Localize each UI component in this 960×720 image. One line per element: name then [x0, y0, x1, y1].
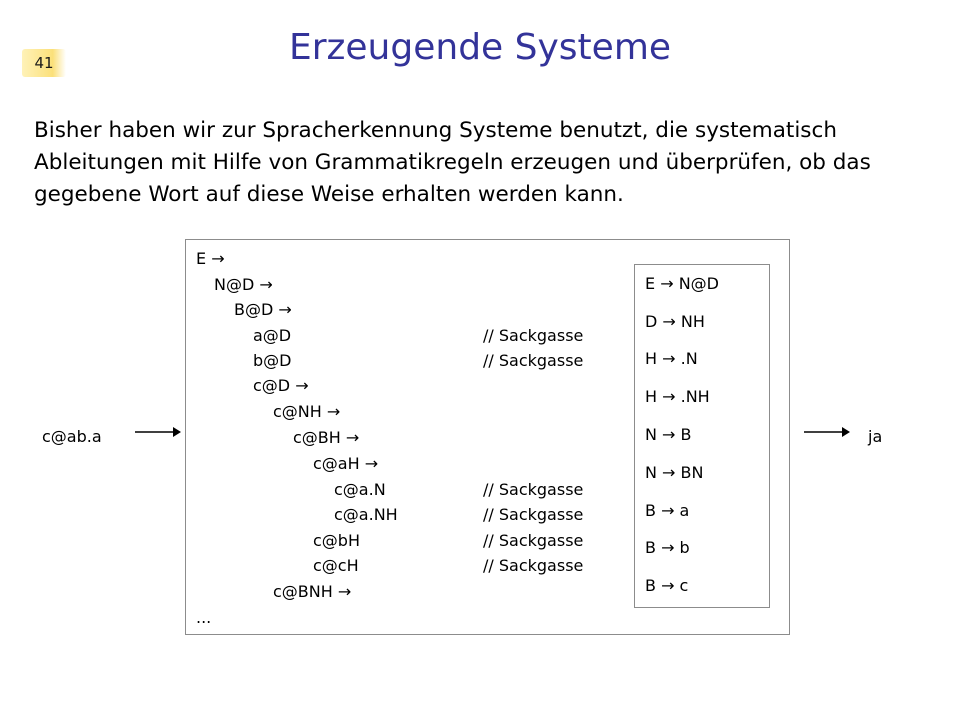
derivation-line: N@D → — [214, 275, 273, 294]
derivation-line: c@D → — [253, 376, 309, 395]
intro-paragraph: Bisher haben wir zur Spracherkennung Systeme benutzt, die systematisch Ableitungen mit Hilfe von Grammatikregeln erzeugen und überprüfen, ob das gegebene Wort auf diese Weise erhalten werden kann. — [34, 118, 871, 207]
derivation-line: c@cH — [313, 556, 359, 575]
derivation-line: c@a.NH — [334, 505, 398, 524]
input-word: c@ab.a — [42, 427, 102, 446]
derivation-line: b@D — [253, 351, 292, 370]
derivation-line: c@bH — [313, 531, 360, 550]
derivation-line: c@aH → — [313, 454, 379, 473]
grammar-rule: D → NH — [645, 312, 705, 331]
dead-end-comment: // Sackgasse — [483, 326, 584, 345]
grammar-rule: N → B — [645, 425, 692, 444]
grammar-rule: N → BN — [645, 463, 704, 482]
derivation-line: a@D — [253, 326, 292, 345]
grammar-rules-box — [634, 264, 770, 608]
grammar-rule: B → a — [645, 501, 690, 520]
dead-end-comment: // Sackgasse — [483, 480, 584, 499]
grammar-rule: E → N@D — [645, 274, 719, 293]
dead-end-comment: // Sackgasse — [483, 505, 584, 524]
derivation-line: c@BNH → — [273, 582, 352, 601]
derivation-box — [185, 239, 790, 635]
output-result: ja — [868, 427, 883, 446]
grammar-rule: B → b — [645, 538, 690, 557]
grammar-rule: H → .N — [645, 349, 698, 368]
derivation-line: c@BH → — [293, 428, 360, 447]
page-number-badge: 41 — [22, 49, 66, 77]
slide-title: Erzeugende Systeme — [288, 27, 672, 68]
dead-end-comment: // Sackgasse — [483, 556, 584, 575]
derivation-line: E → — [196, 249, 225, 268]
derivation-line: c@NH → — [273, 402, 341, 421]
dead-end-comment: // Sackgasse — [483, 531, 584, 550]
grammar-rule: H → .NH — [645, 387, 710, 406]
derivation-ellipsis: ... — [196, 608, 212, 627]
derivation-line: B@D → — [234, 300, 292, 319]
derivation-line: c@a.N — [334, 480, 386, 499]
input-arrow-icon — [133, 424, 183, 440]
dead-end-comment: // Sackgasse — [483, 351, 584, 370]
output-arrow-icon — [802, 424, 852, 440]
grammar-rule: B → c — [645, 576, 689, 595]
